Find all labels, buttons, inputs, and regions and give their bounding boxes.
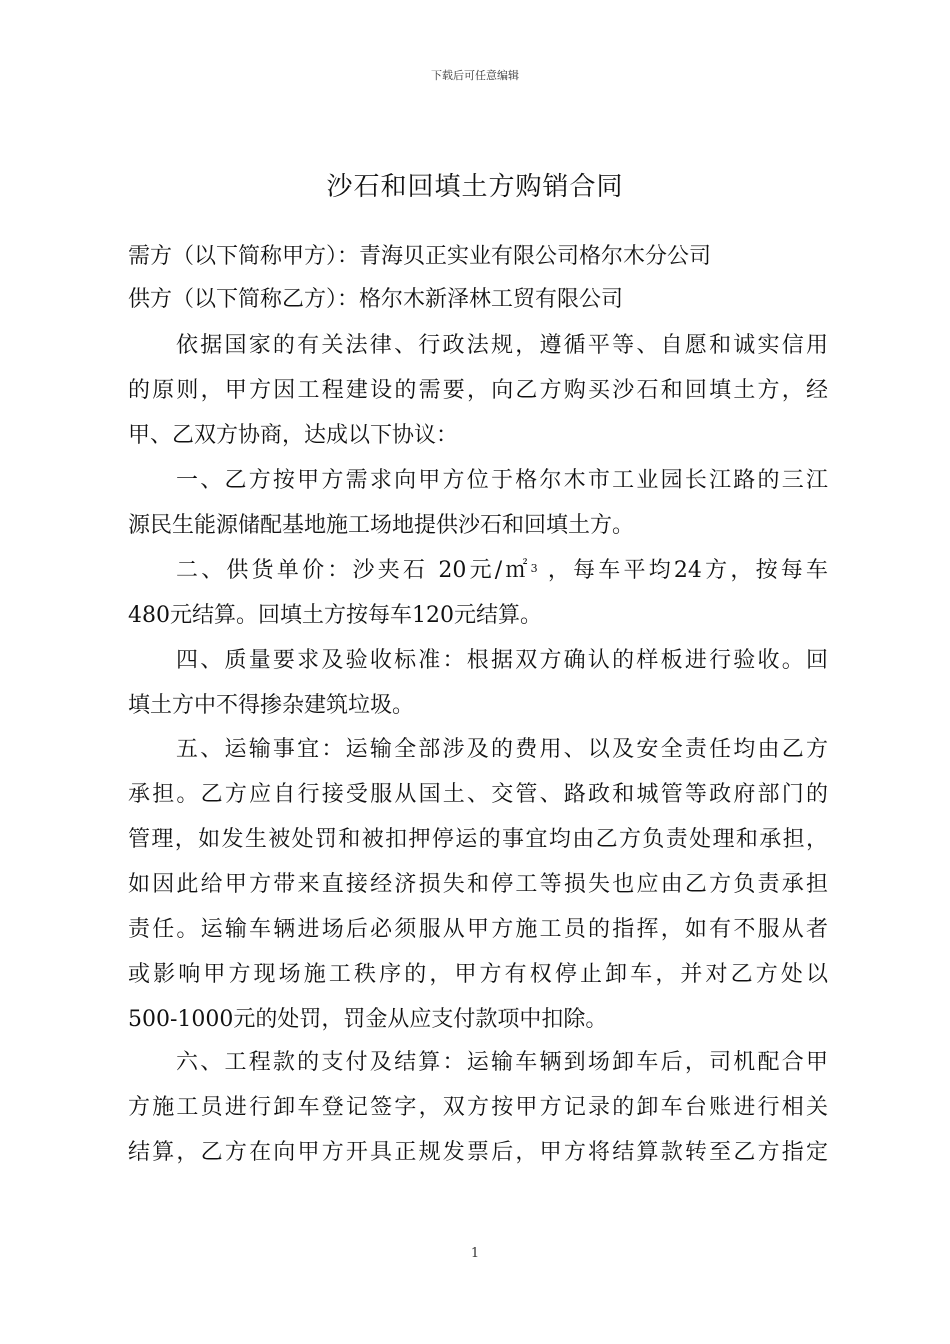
clause-1-line: 源民生能源储配基地施工场地提供沙石和回填土方。 bbox=[128, 513, 635, 538]
clause-6-line: 方施工员进行卸车登记签字，双方按甲方记录的卸车台账进行相关 bbox=[128, 1095, 828, 1120]
document-title: 沙石和回填土方购销合同 bbox=[326, 172, 624, 202]
page-number: 1 bbox=[470, 1246, 480, 1261]
page-header-note: 下载后可任意编辑 bbox=[431, 69, 519, 82]
clause-2-price-text: 二、供货单价：沙夹石 20元/㎡ bbox=[176, 558, 531, 583]
clause-5-line: 如因此给甲方带来直接经济损失和停工等损失也应由乙方负责承担 bbox=[128, 872, 828, 897]
clause-5-paragraph bbox=[128, 727, 828, 1042]
clause-2-line bbox=[128, 548, 828, 593]
intro-line: 依据国家的有关法律、行政法规，遵循平等、自愿和诚实信用 bbox=[176, 333, 828, 358]
clause-5-line: 责任。运输车辆进场后必须服从甲方施工员的指挥，如有不服从者 bbox=[128, 917, 828, 942]
clause-2-price-suffix: ，每车平均24方，按每车 bbox=[537, 558, 828, 583]
clause-5-line: 五、运输事宜：运输全部涉及的费用、以及安全责任均由乙方 bbox=[176, 737, 828, 762]
clause-4-line: 填土方中不得掺杂建筑垃圾。 bbox=[128, 693, 415, 718]
clause-5-line: 500-1000元的处罚，罚金从应支付款项中扣除。 bbox=[128, 1007, 608, 1032]
intro-line: 的原则，甲方因工程建设的需要，向乙方购买沙石和回填土方，经 bbox=[128, 378, 828, 403]
clause-6-line: 六、工程款的支付及结算：运输车辆到场卸车后，司机配合甲 bbox=[176, 1050, 828, 1075]
clause-4-line: 四、质量要求及验收标准：根据双方确认的样板进行验收。回 bbox=[176, 648, 828, 673]
clause-5-line: 管理，如发生被处罚和被扣押停运的事宜均由乙方负责处理和承担， bbox=[128, 827, 828, 852]
clause-2-paragraph bbox=[128, 548, 828, 638]
buyer-party-line: 需方（以下简称甲方）：青海贝正实业有限公司格尔木分公司 bbox=[128, 244, 712, 269]
seller-party-line: 供方（以下简称乙方）：格尔木新泽林工贸有限公司 bbox=[128, 287, 624, 312]
clause-1-paragraph bbox=[128, 458, 828, 548]
clause-6-line: 结算，乙方在向甲方开具正规发票后，甲方将结算款转至乙方指定 bbox=[128, 1140, 828, 1165]
clause-6-paragraph bbox=[128, 1040, 828, 1175]
clause-2-superscript: 3 bbox=[530, 562, 538, 575]
intro-line: 甲、乙双方协商，达成以下协议： bbox=[128, 423, 459, 448]
clause-5-line: 或影响甲方现场施工秩序的，甲方有权停止卸车，并对乙方处以 bbox=[128, 962, 828, 987]
clause-1-line: 一、乙方按甲方需求向甲方位于格尔木市工业园长江路的三江 bbox=[176, 468, 828, 493]
clause-4-paragraph bbox=[128, 638, 828, 728]
clause-2-line: 480元结算。回填土方按每车120元结算。 bbox=[128, 603, 542, 628]
clause-5-line: 承担。乙方应自行接受服从国土、交管、路政和城管等政府部门的 bbox=[128, 782, 828, 807]
intro-paragraph bbox=[128, 323, 828, 458]
